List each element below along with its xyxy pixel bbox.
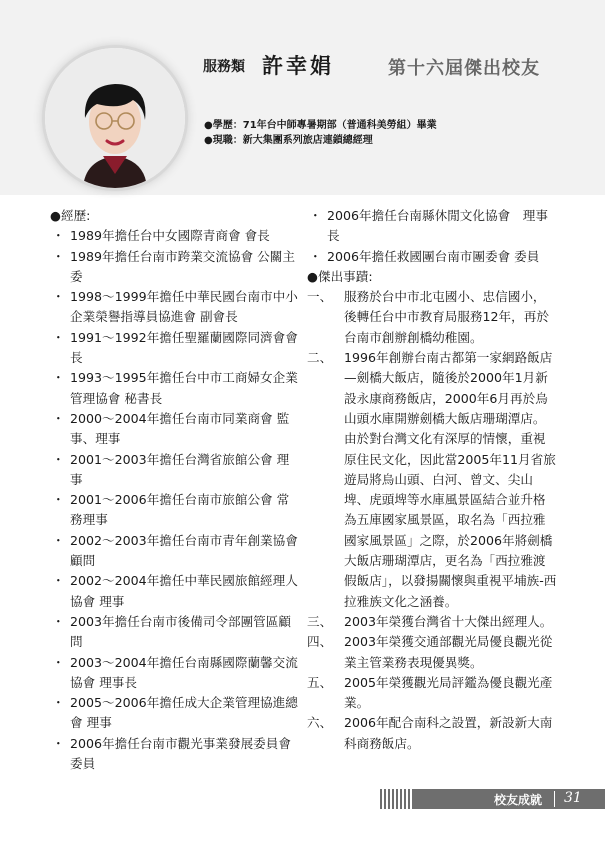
experience-item <box>50 226 300 246</box>
achievement-marker: 二、 <box>307 350 333 366</box>
list-marker: ・ <box>52 329 65 345</box>
list-marker: ・ <box>52 370 65 386</box>
footer-divider <box>554 791 555 807</box>
achievement-marker: 五、 <box>307 674 333 690</box>
list-marker: ・ <box>52 695 65 711</box>
experience-item <box>50 693 300 734</box>
achievement-item <box>307 713 557 754</box>
bullet-icon: ● <box>204 135 213 146</box>
experience-item <box>50 490 300 531</box>
footer-section-label: 校友成就 <box>494 793 543 807</box>
experience-text: 2003年擔任台南市後備司令部團管區顧問 <box>70 613 291 650</box>
bio-summary <box>204 118 437 148</box>
portrait-photo <box>45 48 185 188</box>
footer-stripes <box>378 789 414 809</box>
award-title: 第十六屆傑出校友 <box>388 58 540 79</box>
list-marker: ・ <box>52 248 65 264</box>
list-marker: ・ <box>52 735 65 751</box>
achievement-item <box>307 673 557 714</box>
list-marker: ・ <box>309 248 322 264</box>
list-marker: ・ <box>52 613 65 629</box>
experience-item <box>50 328 300 369</box>
experience-text: 2002～2003年擔任台南市青年創業協會顧問 <box>70 532 298 569</box>
achievement-text: 2006年配合南科之設置，新設新大南科商務飯店。 <box>344 715 553 751</box>
achievement-text: 2003年榮獲交通部觀光局優良觀光從業主管業務表現優異獎。 <box>344 634 553 670</box>
bio-current-text: 現職：新大集團系列旅店連鎖總經理 <box>212 135 373 146</box>
experience-item <box>50 612 300 653</box>
achievement-marker: 三、 <box>307 613 333 629</box>
experience-text: 1989年擔任台南市跨業交流協會 公關主委 <box>70 248 295 284</box>
experience-item <box>307 247 557 267</box>
experience-text: 1998～1999年擔任中華民國台南市中小企業榮譽指導員協進會 副會長 <box>70 289 298 325</box>
alumnus-name: 許幸娟 <box>262 54 334 78</box>
experience-heading: ●經歷: <box>50 208 91 223</box>
experience-item <box>50 571 300 612</box>
experience-text: 2006年擔任救國團台南市團委會 委員 <box>327 248 540 264</box>
list-marker: ・ <box>52 654 65 670</box>
experience-item <box>50 287 300 328</box>
achievement-item <box>307 632 557 673</box>
achievement-text: 2003年榮獲台灣省十大傑出經理人。 <box>344 613 553 629</box>
experience-item <box>50 734 300 775</box>
list-marker: ・ <box>52 289 65 305</box>
portrait-image <box>45 48 185 188</box>
experience-item <box>307 206 557 247</box>
experience-item <box>50 247 300 288</box>
list-marker: ・ <box>52 451 65 467</box>
achievement-marker: 四、 <box>307 634 333 650</box>
achievement-marker: 六、 <box>307 715 333 731</box>
page-number: 31 <box>564 790 582 806</box>
achievement-item <box>307 287 557 348</box>
category-label: 服務類 <box>203 59 245 75</box>
achievement-text: 2005年榮獲觀光局評鑑為優良觀光產業。 <box>344 674 553 711</box>
achievement-marker: 一、 <box>307 289 333 305</box>
list-marker: ・ <box>52 492 65 508</box>
experience-item <box>50 368 300 409</box>
experience-text: 2006年擔任台南縣休閒文化協會 理事長 <box>327 208 548 244</box>
experience-item <box>50 409 300 450</box>
list-marker: ・ <box>309 208 322 223</box>
bio-education <box>204 118 437 133</box>
experience-text: 2001～2003年擔任台灣省旅館公會 理事 <box>70 451 290 487</box>
achievement-item <box>307 612 557 632</box>
achievement-text: 服務於台中市北屯國小、忠信國小，後轉任台中市教育局服務12年，再於台南市創辦創橋幼稚園。 <box>344 289 549 345</box>
experience-text: 2002～2004年擔任中華民國旅館經理人協會 理事 <box>70 573 298 609</box>
experience-item <box>50 450 300 491</box>
experience-text: 2005～2006年擔任成大企業管理協進總會 理事 <box>70 695 298 731</box>
experience-text: 1993～1995年擔任台中市工商婦女企業管理協會 秘書長 <box>70 370 298 406</box>
left-column <box>50 206 300 774</box>
experience-text: 1989年擔任台中女國際青商會 會長 <box>70 228 270 244</box>
achievement-item <box>307 348 557 612</box>
list-marker: ・ <box>52 532 65 548</box>
achievement-text: 1996年創辦台南古都第一家網路飯店—劍橋大飯店，隨後於2000年1月新設永康商務飯店，2000年6月再於烏山頭水庫開辦劍橋大飯店珊瑚潭店。由於對台灣文化有深厚的情懷，重視原住民文化，因此當2005年11月省旅遊局將烏山頭、白河、曾文、尖山埤、虎頭埤等水庫風景區結合並升格為五庫國家風景區，取名為「西拉雅國家風景區」之際，於2006年將劍橋大飯店珊瑚潭店，更名為「西拉雅渡假飯店」，以發揚關懷與重視平埔族-西拉雅族文化之涵養。 <box>344 350 557 609</box>
experience-item <box>50 531 300 572</box>
experience-text: 2006年擔任台南市觀光事業發展委員會委員 <box>70 735 291 772</box>
experience-text: 1991～1992年擔任聖羅蘭國際同濟會會長 <box>70 329 298 366</box>
experience-item <box>50 653 300 694</box>
list-marker: ・ <box>52 228 65 244</box>
page-footer <box>378 789 605 809</box>
bullet-icon: ● <box>204 120 213 131</box>
experience-text: 2001～2006年擔任台南市旅館公會 常務理事 <box>70 492 290 528</box>
right-column <box>307 206 557 754</box>
list-marker: ・ <box>52 410 65 426</box>
experience-text: 2003～2004年擔任台南縣國際蘭馨交流協會 理事長 <box>70 654 298 690</box>
achievements-heading: ●傑出事蹟: <box>307 268 373 284</box>
experience-text: 2000～2004年擔任台南市同業商會 監事、理事 <box>70 410 290 447</box>
bio-education-text: 學歷：71年台中師專暑期部（普通科美勞組）畢業 <box>212 120 437 131</box>
bio-current-position <box>204 133 437 148</box>
list-marker: ・ <box>52 573 65 589</box>
